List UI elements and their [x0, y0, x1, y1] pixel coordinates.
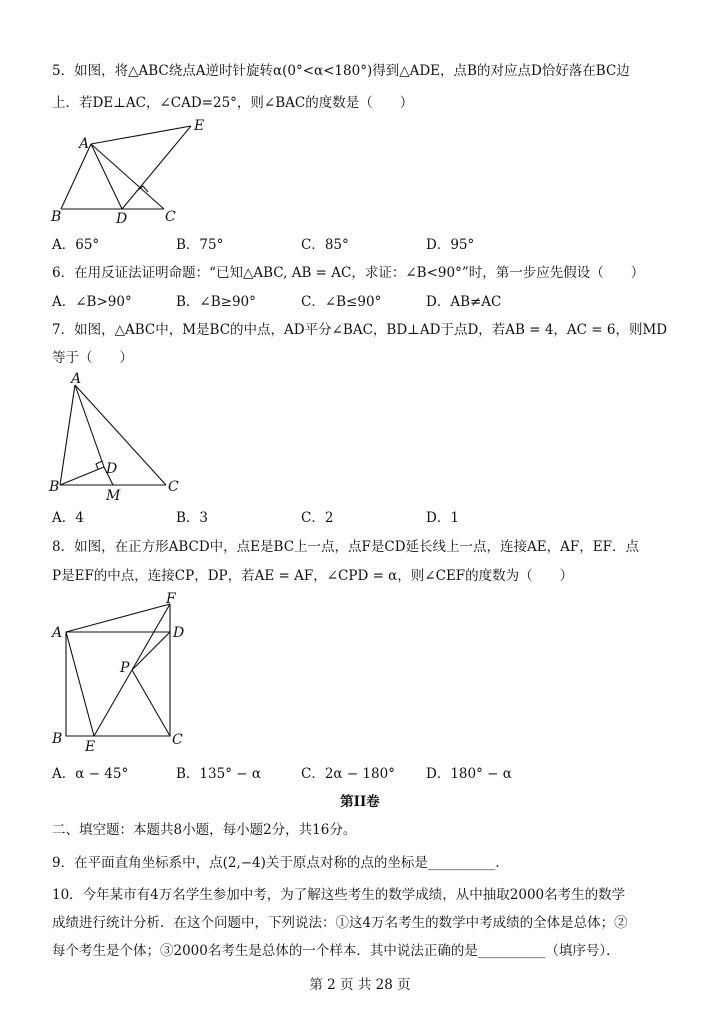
q7-label-D: D — [106, 461, 118, 477]
q7-seg-BD — [60, 467, 104, 485]
q5-seg-AE — [91, 126, 191, 144]
section-heading: 二、填空题：本题共8小题，每小题2分，共16分。 — [52, 822, 357, 838]
q7-label-C: C — [168, 479, 179, 495]
q8-label-B: B — [52, 731, 63, 747]
q7-option-b[interactable]: B．3 — [176, 510, 209, 526]
q8-label-D: D — [173, 625, 185, 641]
page-number: 第 2 页 共 28 页 — [309, 977, 411, 993]
q5-line1: 5．如图，将△ABC绕点A逆时针旋转α(0°<α<180°)得到△ADE，点B的对应点D恰好落在BC边 — [52, 63, 630, 79]
q8-label-F: F — [166, 591, 176, 607]
q6-option-d[interactable]: D．AB≠AC — [426, 294, 502, 310]
q5-seg-AD — [91, 144, 122, 209]
q5-option-d[interactable]: D．95° — [426, 237, 475, 253]
q8-seg-PC — [132, 670, 170, 736]
q7-seg-AC — [75, 385, 166, 485]
q8-seg-AE — [66, 632, 94, 736]
q6-option-a[interactable]: A．∠B>90° — [52, 294, 132, 310]
q10-line1: 10．今年某市有4万名学生参加中考，为了解这些考生的数学成绩，从中抽取2000名考生的数学 — [52, 887, 626, 903]
q8-option-c[interactable]: C．2α − 180° — [301, 766, 395, 782]
q7-label-M: M — [106, 488, 121, 504]
q6-option-b[interactable]: B．∠B≥90° — [176, 294, 256, 310]
q7-label-B: B — [49, 479, 60, 495]
q5-label-C: C — [165, 209, 176, 225]
q5-label-D: D — [116, 211, 128, 227]
q5-seg-AC — [91, 144, 164, 209]
q6-line1: 6．在用反证法证明命题：“已知△ABC, AB = AC，求证：∠B<90°”时，第一步应先假设（ ） — [52, 265, 645, 281]
q8-option-a[interactable]: A．α − 45° — [52, 766, 129, 782]
section-title: 第II卷 — [340, 794, 380, 810]
q8-label-C: C — [172, 732, 183, 748]
q8-line1: 8．如图，在正方形ABCD中，点E是BC上一点，点F是CD延长线上一点，连接AE，AF，EF．点 — [52, 539, 639, 555]
q9-line1: 9．在平面直角坐标系中，点(2,−4)关于原点对称的点的坐标是__________． — [52, 855, 509, 871]
q8-option-d[interactable]: D．180° − α — [426, 766, 512, 782]
q8-option-b[interactable]: B．135° − α — [176, 766, 261, 782]
q6-options — [52, 292, 672, 312]
q5-option-c[interactable]: C．85° — [301, 237, 349, 253]
q5-label-A: A — [79, 136, 90, 152]
q8-line2: P是EF的中点，连接CP，DP，若AE = AF，∠CPD = α，则∠CEF的度数为（ ） — [52, 568, 574, 584]
q5-figure — [48, 112, 208, 228]
q5-seg-DE — [122, 126, 191, 209]
q7-label-A: A — [71, 371, 82, 387]
q10-line2: 成绩进行统计分析．在这个问题中，下列说法：①这4万名考生的数学中考成绩的全体是总体；② — [52, 915, 628, 931]
q7-seg-AD — [75, 385, 104, 467]
q8-seg-AF — [66, 604, 170, 632]
q8-label-E: E — [85, 739, 96, 755]
q5-line2: 上．若DE⊥AC，∠CAD=25°，则∠BAC的度数是（ ） — [52, 95, 414, 111]
q7-line2: 等于（ ） — [52, 350, 133, 366]
q5-options — [52, 235, 672, 255]
q5-label-B: B — [51, 209, 62, 225]
q7-option-d[interactable]: D．1 — [426, 510, 459, 526]
q10-line3: 每个考生是个体；③2000名考生是总体的一个样本．其中说法正确的是__________（填序号）． — [52, 943, 620, 959]
q7-seg-AB — [60, 385, 75, 485]
q8-label-A: A — [52, 625, 63, 641]
q7-line1: 7．如图，△ABC中，M是BC的中点，AD平分∠BAC，BD⊥AD于点D，若AB = 4，AC = 6，则MD — [52, 322, 668, 338]
q7-option-a[interactable]: A．4 — [52, 510, 84, 526]
q5-option-b[interactable]: B．75° — [176, 237, 224, 253]
q7-figure — [48, 370, 188, 505]
q8-label-P: P — [120, 660, 130, 676]
q7-options — [52, 508, 672, 528]
q6-option-c[interactable]: C．∠B≤90° — [301, 294, 382, 310]
q5-label-E: E — [194, 118, 205, 134]
q8-options — [52, 764, 672, 784]
q5-option-a[interactable]: A．65° — [52, 237, 100, 253]
q7-option-c[interactable]: C．2 — [301, 510, 334, 526]
q5-seg-AB — [61, 144, 91, 209]
q8-figure — [48, 588, 198, 758]
